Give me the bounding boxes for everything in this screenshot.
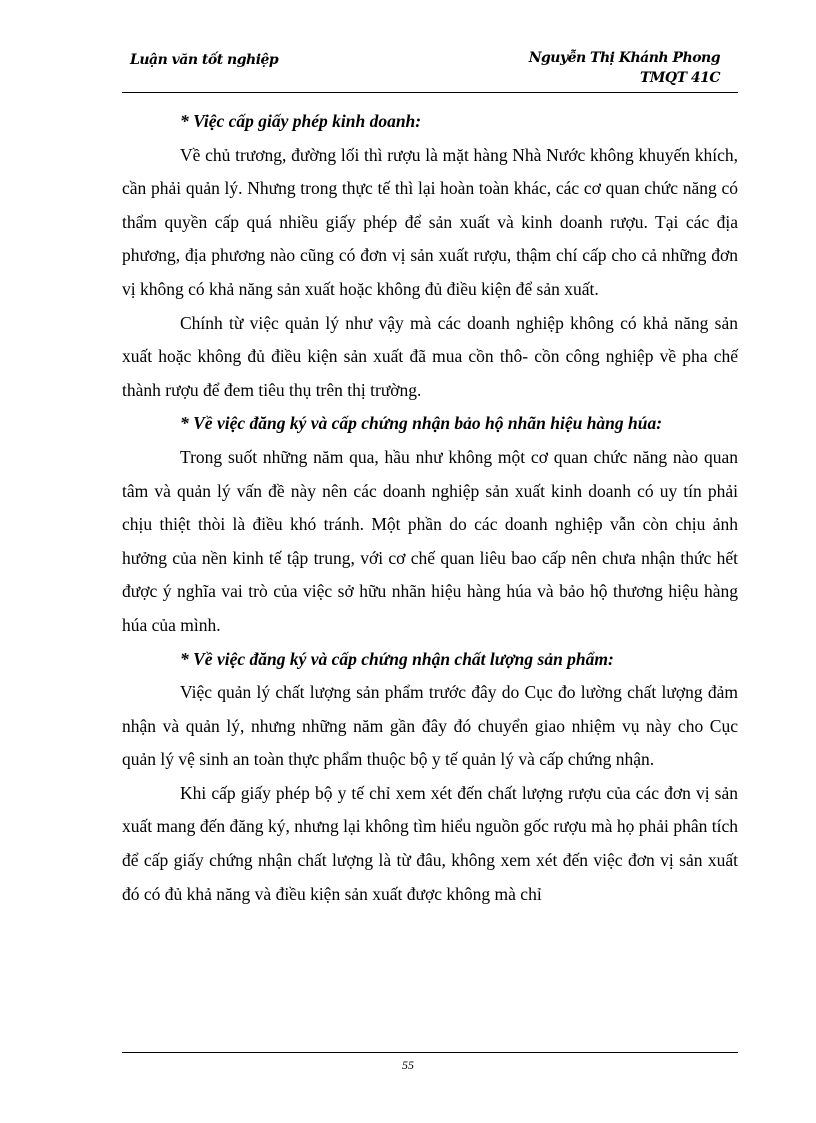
footer-divider <box>122 1052 738 1053</box>
header-divider <box>122 92 738 93</box>
header-author <box>529 48 720 88</box>
header-thesis-label: Luận văn tốt nghiệp <box>130 52 279 68</box>
section-heading-business-license: * Việc cấp giấy phép kinh doanh: <box>180 111 422 131</box>
section-heading-quality-certification: * Về việc đăng ký và cấp chứng nhận chất lượng sản phẩm: <box>180 648 614 669</box>
paragraph: Chính từ việc quản lý như vậy mà các doanh nghiệp không có khả năng sản xuất hoặc không đủ điều kiện sản xuất đã mua cồn thô- cồn công nghiệp về pha chế thành rượu để đem tiêu thụ trên thị trường. <box>122 312 738 400</box>
page-header <box>122 46 738 94</box>
section-heading-trademark: * Về việc đăng ký và cấp chứng nhận bảo hộ nhãn hiệu hàng húa: <box>180 413 663 434</box>
page-number: 55 <box>402 1058 414 1072</box>
paragraph: Về chủ trương, đường lối thì rượu là mặt hàng Nhà Nước không khuyến khích, cần phải quản lý. Nhưng trong thực tế thì lại hoàn toàn khác, các cơ quan chức năng có thẩm quyền cấp quá nhiều giấy phép để sản xuất và kinh doanh rượu. Tại các địa phương, địa phương nào cũng có đơn vị sản xuất rượu, thậm chí cấp cho cả những đơn vị không có khả năng sản xuất hoặc không đủ điều kiện để sản xuất. <box>122 144 738 299</box>
paragraph: Trong suốt những năm qua, hầu như không một cơ quan chức năng nào quan tâm và quản lý vấn đề này nên các doanh nghiệp sản xuất kinh doanh có uy tín phải chịu thiệt thòi là điều khó tránh. Một phần do các doanh nghiệp vẫn còn chịu ảnh hưởng của nền kinh tế tập trung, với cơ chế quan liêu bao cấp nên chưa nhận thức hết được ý nghĩa vai trò của việc sở hữu nhãn hiệu hàng húa và bảo hộ thương hiệu hàng húa của mình. <box>122 446 738 635</box>
paragraph: Việc quản lý chất lượng sản phẩm trước đây do Cục đo lường chất lượng đảm nhận và quản lý, nhưng những năm gần đây đó chuyển giao nhiệm vụ này cho Cục quản lý vệ sinh an toàn thực phẩm thuộc bộ y tế quản lý và cấp chứng nhận. <box>122 682 738 770</box>
document-body <box>122 105 738 911</box>
paragraph: Khi cấp giấy phép bộ y tế chỉ xem xét đến chất lượng rượu của các đơn vị sản xuất mang đến đăng ký, nhưng lại không tìm hiểu nguồn gốc rượu mà họ phải phân tích để cấp giấy chứng nhận chất lượng là từ đâu, không xem xét đến việc đơn vị sản xuất đó có đủ khả năng và điều kiện sản xuất được không mà chỉ <box>122 782 738 904</box>
header-author-name: Nguyễn Thị Khánh Phong <box>528 50 720 66</box>
header-class-code: TMQT 41C <box>639 70 720 86</box>
